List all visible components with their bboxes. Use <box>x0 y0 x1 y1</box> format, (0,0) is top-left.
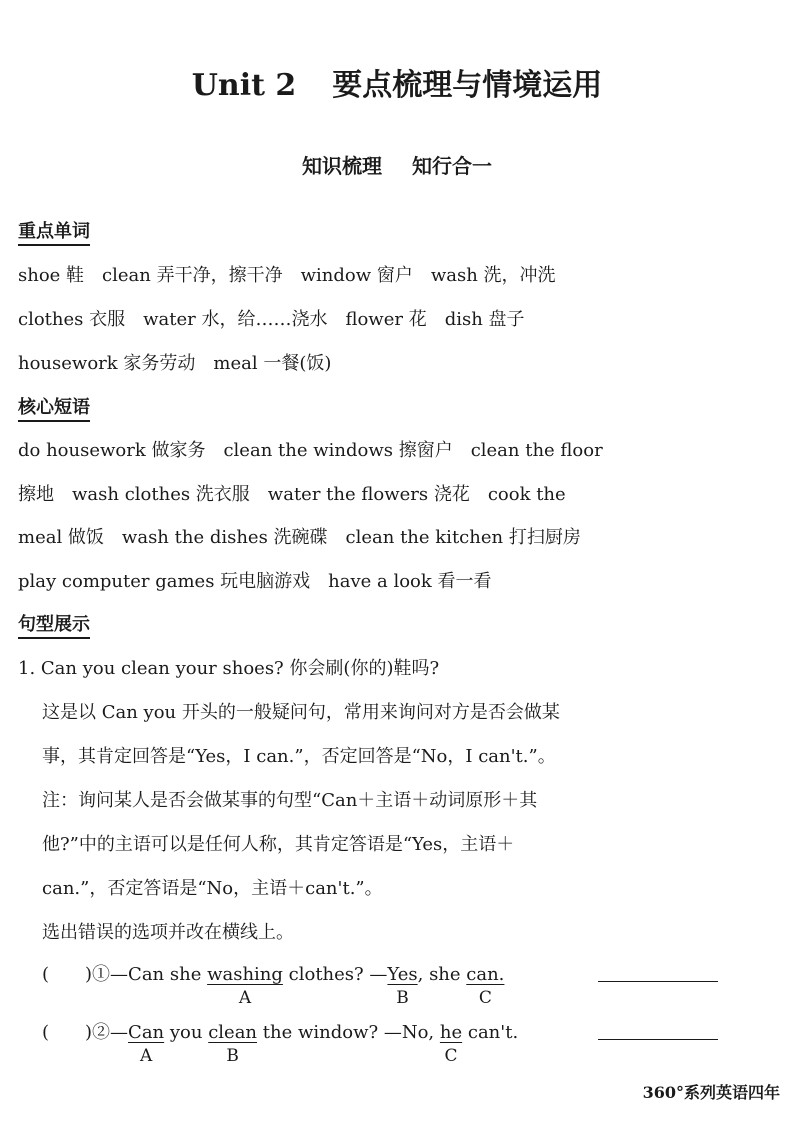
heading-sentence-patterns: 句型展示 <box>18 610 90 639</box>
word-line: clothes 衣服 water 水，给……浇水 flower 花 dish 盘子 <box>18 309 525 330</box>
question-2 <box>42 1018 519 1066</box>
option-b <box>387 964 418 1008</box>
note-line: 他?”中的主语可以是任何人称，其肯定答语是“Yes，主语＋ <box>42 834 515 855</box>
question-text: — <box>110 1022 129 1043</box>
footer-series-label: 360°系列英语四年 <box>642 1083 780 1102</box>
word-line: shoe 鞋 clean 弄干净，擦干净 window 窗户 wash 洗，冲洗 <box>18 265 556 286</box>
phrase-line: 擦地 wash clothes 洗衣服 water the flowers 浇花 cook the <box>18 484 566 505</box>
note-line: 注：询问某人是否会做某事的句型“Can＋主语＋动词原形＋其 <box>42 790 538 811</box>
question-text: —Can she <box>110 964 208 985</box>
sentence-pattern-title: 1. Can you clean your shoes? 你会刷(你的)鞋吗? <box>18 658 440 679</box>
title-main: 要点梳理与情境运用 <box>332 68 603 103</box>
unit-label: Unit 2 <box>191 68 297 103</box>
question-text: can't. <box>462 1022 519 1043</box>
option-c-text: he <box>439 1022 463 1043</box>
option-b-label: B <box>396 988 409 1008</box>
question-text: clothes? — <box>282 964 388 985</box>
section-subtitle <box>0 150 794 179</box>
question-text: , she <box>417 964 467 985</box>
option-c-label: C <box>478 988 492 1008</box>
phrase-line: meal 做饭 wash the dishes 洗碗碟 clean the kitchen 打扫厨房 <box>18 527 581 548</box>
phrase-line: do housework 做家务 clean the windows 擦窗户 clean the floor <box>18 440 603 461</box>
option-a-label: A <box>139 1046 153 1066</box>
explanation-line: 这是以 Can you 开头的一般疑问句，常用来询问对方是否会做某 <box>42 702 560 723</box>
word-line: housework 家务劳动 meal 一餐(饭) <box>18 353 332 374</box>
question-1 <box>42 960 505 1008</box>
heading-key-phrases: 核心短语 <box>18 393 90 422</box>
option-c-text: can. <box>466 964 505 985</box>
instruction-line: 选出错误的选项并改在横线上。 <box>42 922 294 943</box>
option-a <box>207 964 283 1008</box>
explanation-line: 事，其肯定回答是“Yes，I can.”，否定回答是“No，I can't.”。 <box>42 746 556 767</box>
question-text: the window? —No, <box>257 1022 440 1043</box>
option-b-text: clean <box>208 1022 258 1043</box>
subtitle-left: 知识梳理 <box>302 154 382 178</box>
note-line: can.”，否定答语是“No，主语＋can't.”。 <box>42 878 383 899</box>
option-a-text: washing <box>207 964 283 985</box>
question-number: ② <box>92 1022 111 1043</box>
answer-bracket[interactable]: ( ) <box>42 964 93 985</box>
answer-blank-2[interactable] <box>598 1038 718 1040</box>
answer-bracket[interactable]: ( ) <box>42 1022 93 1043</box>
page-title <box>0 60 794 104</box>
option-b-label: B <box>226 1046 239 1066</box>
phrase-line: play computer games 玩电脑游戏 have a look 看一看 <box>18 571 492 592</box>
option-a-label: A <box>238 988 252 1008</box>
option-a-text: Can <box>128 1022 165 1043</box>
option-c <box>466 964 505 1008</box>
option-b-text: Yes <box>387 964 418 985</box>
answer-blank-1[interactable] <box>598 980 718 982</box>
question-number: ① <box>92 964 111 985</box>
option-c <box>439 1022 463 1066</box>
heading-key-words: 重点单词 <box>18 217 90 246</box>
question-text: you <box>164 1022 209 1043</box>
option-c-label: C <box>444 1046 458 1066</box>
option-b <box>208 1022 258 1066</box>
subtitle-right: 知行合一 <box>412 154 492 178</box>
option-a <box>128 1022 165 1066</box>
